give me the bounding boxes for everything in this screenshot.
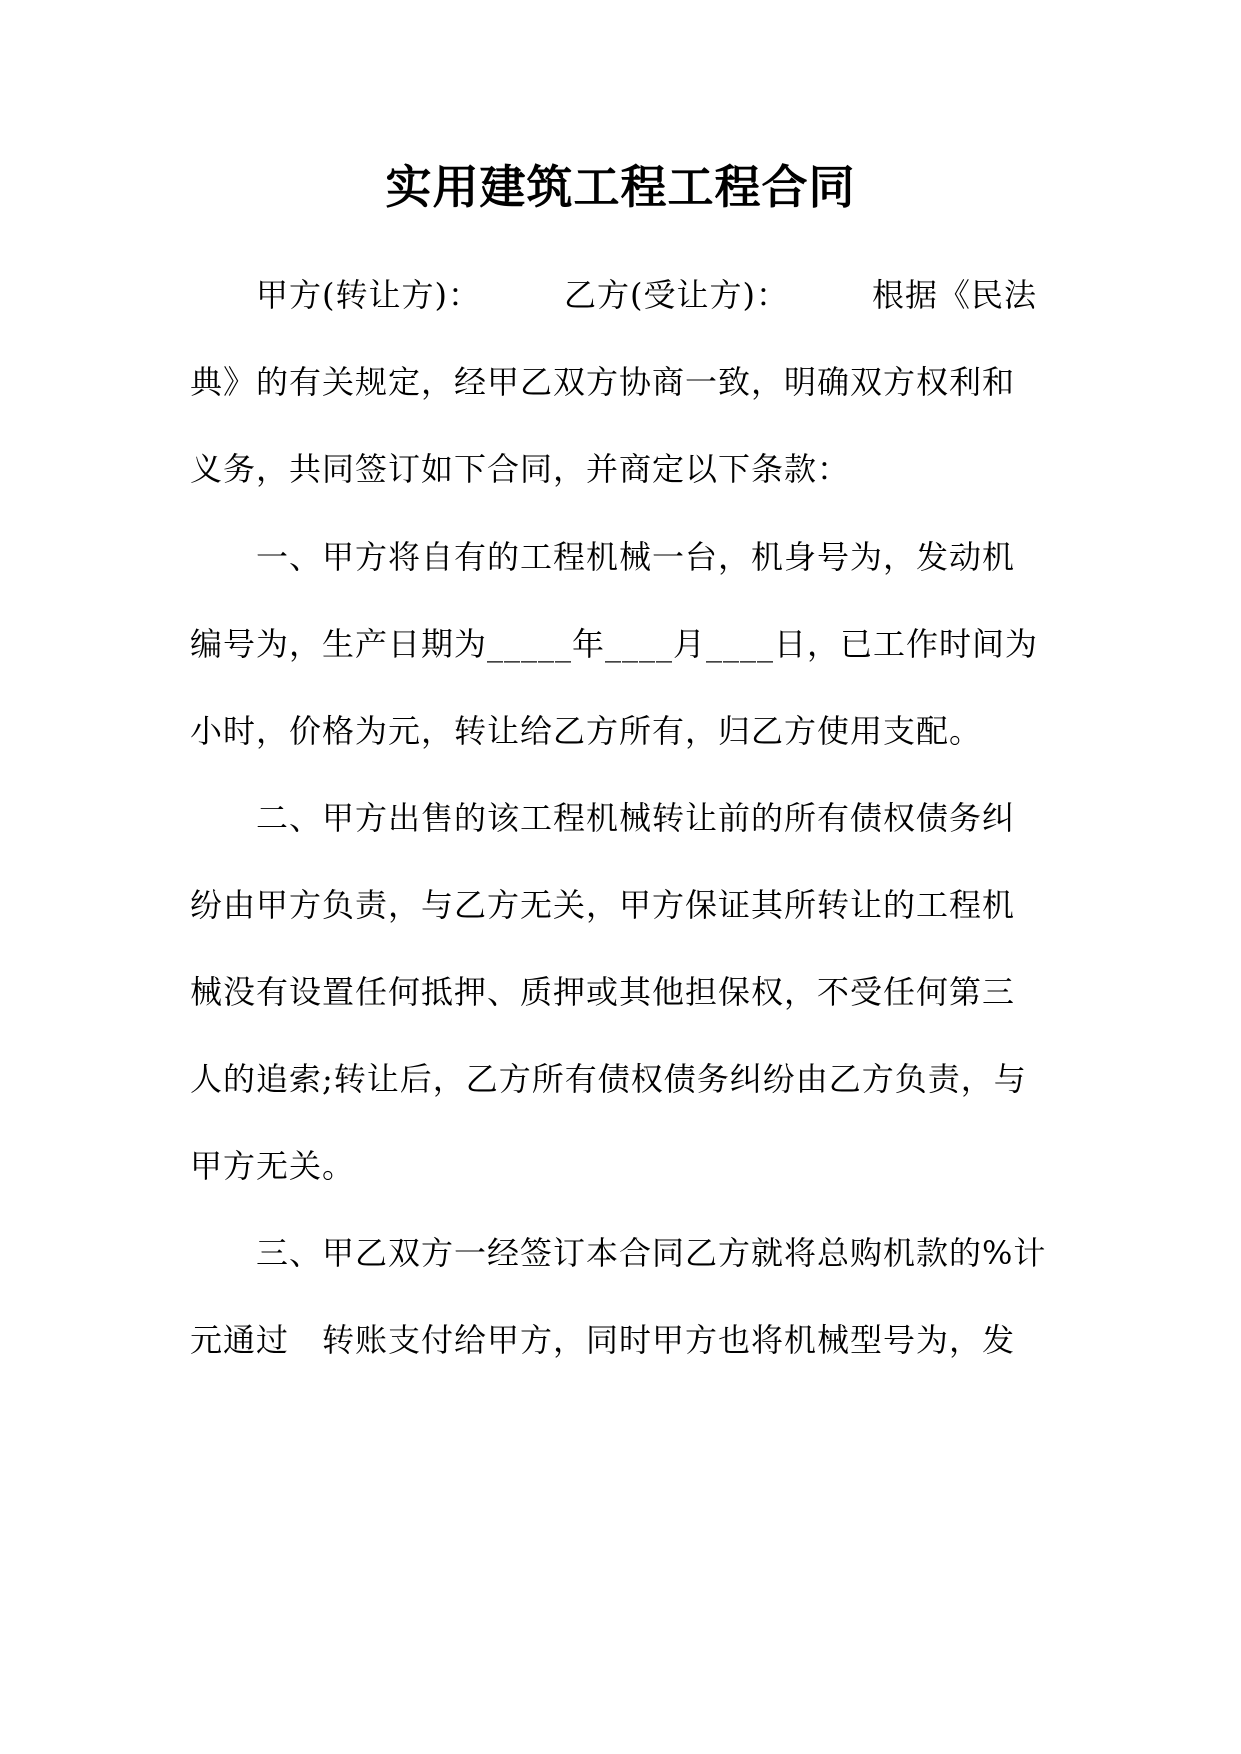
paragraph-line: 三、甲乙双方一经签订本合同乙方就将总购机款的%计	[256, 1234, 1047, 1272]
paragraph-line: 编号为，生产日期为_____年____月____日，已工作时间为	[190, 625, 1039, 663]
paragraph-line: 一、甲方将自有的工程机械一台，机身号为，发动机	[256, 538, 1016, 576]
paragraph-line: 人的追索;转让后，乙方所有债权债务纠纷由乙方负责，与	[190, 1060, 1027, 1098]
paragraph-line: 纷由甲方负责，与乙方无关，甲方保证其所转让的工程机	[190, 886, 1016, 924]
paragraph-line: 元通过 转账支付给甲方，同时甲方也将机械型号为，发	[190, 1321, 1016, 1359]
paragraph-line: 小时，价格为元，转让给乙方所有，归乙方使用支配。	[190, 712, 983, 750]
paragraph-line: 甲方无关。	[190, 1147, 356, 1185]
paragraph-line: 义务，共同签订如下合同，并商定以下条款：	[190, 450, 851, 488]
paragraph-line: 甲方(转让方)： 乙方(受让方)： 根据《民法	[256, 276, 1037, 314]
paragraph-line: 二、甲方出售的该工程机械转让前的所有债权债务纠	[256, 799, 1016, 837]
document-title: 实用建筑工程工程合同	[385, 160, 856, 214]
paragraph-line: 典》的有关规定，经甲乙双方协商一致，明确双方权利和	[190, 363, 1016, 401]
paragraph-line: 械没有设置任何抵押、质押或其他担保权，不受任何第三	[190, 973, 1016, 1011]
